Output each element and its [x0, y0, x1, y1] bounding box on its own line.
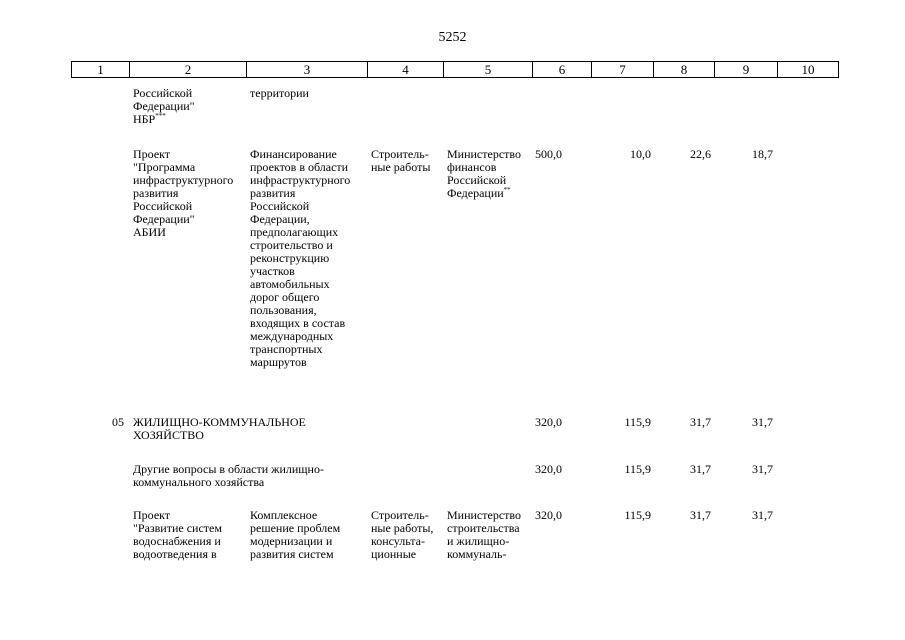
- row-total-value: 320,0: [535, 462, 562, 476]
- column-header-9: 9: [715, 62, 778, 77]
- column-header-2: 2: [130, 62, 247, 77]
- table-header-row: [71, 61, 839, 78]
- page-number: 5252: [438, 30, 467, 45]
- row-value-col9: 31,7: [752, 508, 773, 522]
- column-header-10: 10: [801, 62, 815, 77]
- row-name-cell: Российской Федерации" НБР***: [133, 86, 195, 126]
- row-ministry-cell: Министерство строительства и жилищно- коммуналь-: [447, 508, 521, 561]
- row-total-value: 320,0: [535, 415, 562, 429]
- row-subsection-title: Другие вопросы в области жилищно- коммунального хозяйства: [133, 462, 324, 489]
- row-value-col7: 115,9: [624, 508, 651, 522]
- column-header-1: 1: [72, 62, 130, 77]
- row-value-col7: 115,9: [624, 415, 651, 429]
- column-header-5: 5: [444, 62, 533, 77]
- column-header-6: 6: [533, 62, 592, 77]
- column-header-7: 7: [592, 62, 654, 77]
- column-header-4: 4: [368, 62, 444, 77]
- column-header-8: 8: [654, 62, 715, 77]
- row-value-col8: 31,7: [690, 462, 711, 476]
- row-total-value: 320,0: [535, 508, 562, 522]
- row-value-col8: 22,6: [690, 147, 711, 161]
- row-section-code: 05: [112, 415, 124, 429]
- row-value-col9: 18,7: [752, 147, 773, 161]
- row-name-cell: Проект "Развитие систем водоснабжения и водоотведения в: [133, 508, 222, 561]
- row-description-cell: Комплексное решение проблем модернизации и развития систем: [250, 508, 341, 561]
- row-description-cell: территории: [250, 86, 309, 100]
- row-total-value: 500,0: [535, 147, 562, 161]
- row-work-type-cell: Строитель- ные работы, консульта- ционные: [371, 508, 434, 561]
- column-header-3: 3: [247, 62, 368, 77]
- row-ministry-cell: Министерство финансов Российской Федерации**: [447, 147, 521, 200]
- row-value-col9: 31,7: [752, 462, 773, 476]
- row-description-cell: Финансирование проектов в области инфраструктурного развития Российской Федерации, предполагающих строительство и реконструкцию участков автомобильных дорог общего пользования, входящих в состав международных транспортных маршрутов: [250, 147, 351, 369]
- row-value-col7: 115,9: [624, 462, 651, 476]
- row-value-col8: 31,7: [690, 508, 711, 522]
- row-value-col7: 10,0: [630, 147, 651, 161]
- row-value-col8: 31,7: [690, 415, 711, 429]
- row-name-cell: Проект "Программа инфраструктурного развития Российской Федерации" АБИИ: [133, 147, 234, 239]
- row-section-title: ЖИЛИЩНО-КОММУНАЛЬНОЕ ХОЗЯЙСТВО: [133, 415, 306, 442]
- row-value-col9: 31,7: [752, 415, 773, 429]
- row-work-type-cell: Строитель- ные работы: [371, 147, 431, 174]
